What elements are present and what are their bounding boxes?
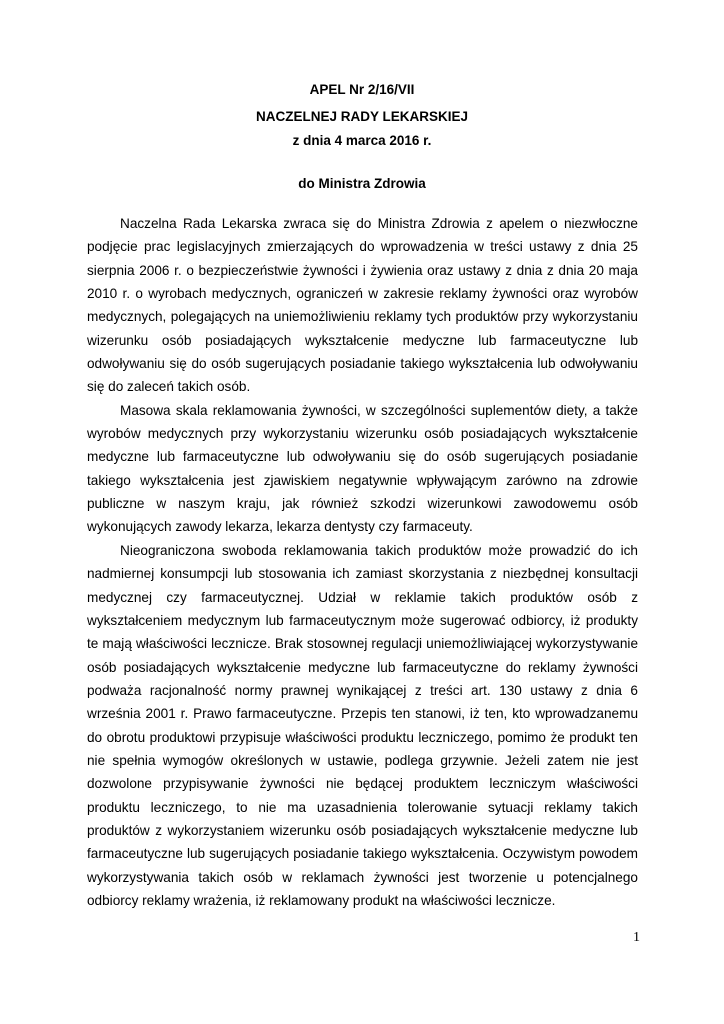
paragraph: Nieograniczona swoboda reklamowania takich produktów może prowadzić do ich nadmiernej konsumpcji lub stosowania ich zamiast skorzystania z niezbędnej konsultacji medycznej czy farmaceutycznej. Udział w reklamie takich produktów osób z wykształceniem medycznym lub farmaceutycznym może sugerować odbiorcy, iż produkty te mają właściwości lecznicze. Brak stosownej regulacji uniemożliwiającej wykorzystywanie osób posiadających wykształcenie medyczne lub farmaceutyczne do reklamy żywności podważa racjonalność normy prawnej wynikającej z treści art. 130 ustawy z dnia 6 września 2001 r. Prawo farmaceutyczne. Przepis ten stanowi, iż ten, kto wprowadzanemu do obrotu produktowi przypisuje właściwości produktu leczniczego, pomimo że produkt ten nie spełnia wymogów określonych w ustawie, podlega grzywnie. Jeżeli zatem nie jest dozwolone przypisywanie żywności nie będącej produktem leczniczym właściwości produktu leczniczego, to nie ma uzasadnienia tolerowanie sytuacji reklamy takich produktów z wykorzystaniem wizerunku osób posiadających wykształcenie medyczne lub farmaceutyczne lub sugerujących posiadanie takiego wykształcenia. Oczywistym powodem wykorzystywania takich osób w reklamach żywności jest tworzenie u potencjalnego odbiorcy reklamy wrażenia, iż reklamowany produkt na właściwości lecznicze. — [87, 542, 638, 908]
document-number: APEL Nr 2/16/VII — [309, 82, 415, 97]
page-number: 1 — [633, 930, 640, 945]
paragraph: Masowa skala reklamowania żywności, w szczególności suplementów diety, a także wyrobów medycznych przy wykorzystaniu wizerunku osób posiadających wykształcenie medyczne lub farmaceutyczne lub odwoływaniu się do osób sugerujących posiadanie takiego wykształcenia jest zjawiskiem negatywnie wpływającym zarówno na zdrowie publiczne w naszym kraju, jak również szkodzi wizerunkowi zawodowemu osób wykonujących zawody lekarza, lekarza dentysty czy farmaceuty. — [87, 402, 638, 535]
document-date: z dnia 4 marca 2016 r. — [292, 133, 432, 148]
paragraph: Naczelna Rada Lekarska zwraca się do Ministra Zdrowia z apelem o niezwłoczne podjęcie prac legislacyjnych zmierzających do wprowadzenia w treści ustawy z dnia 25 sierpnia 2006 r. o bezpieczeństwie żywności i żywienia oraz ustawy z dnia z dnia 20 maja 2010 r. o wyrobach medycznych, ograniczeń w zakresie reklamy żywności oraz wyrobów medycznych, polegających na uniemożliwieniu reklamy tych produktów przy wykorzystaniu wizerunku osób posiadających wykształcenie medyczne lub farmaceutyczne lub odwoływaniu się do osób sugerujących posiadanie takiego wykształcenia lub odwoływaniu się do zaleceń takich osób. — [87, 216, 638, 395]
document-body — [87, 212, 638, 912]
issuing-body: NACZELNEJ RADY LEKARSKIEJ — [255, 109, 469, 124]
addressee: do Ministra Zdrowia — [298, 176, 426, 191]
